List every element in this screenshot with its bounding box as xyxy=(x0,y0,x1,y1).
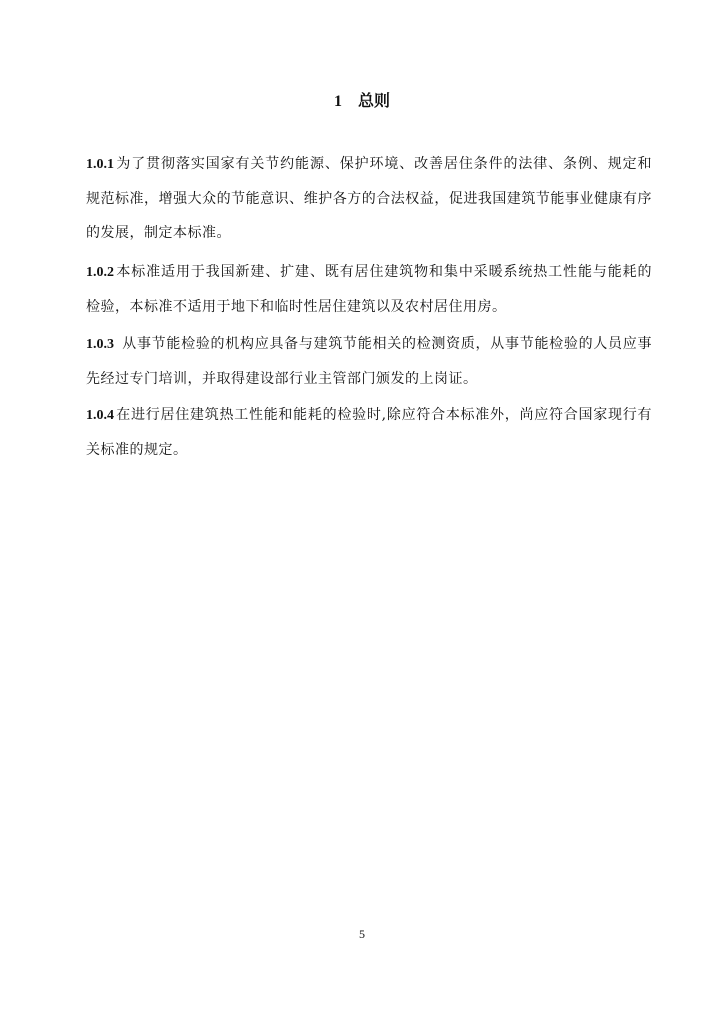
clause-text: 为了贯彻落实国家有关节约能源、保护环境、改善居住条件的法律、条例、规定和规范标准，增强大众的节能意识、维护各方的合法权益，促进我国建筑节能事业健康有序的发展，制定本标准。 xyxy=(86,156,652,241)
clause-number: 1.0.1 xyxy=(86,157,114,172)
clause-1-0-1 xyxy=(86,147,652,250)
clause-number: 1.0.3 xyxy=(86,337,114,352)
chapter-title-text: 总则 xyxy=(357,91,390,110)
clause-1-0-3 xyxy=(86,327,652,396)
clause-text: 在进行居住建筑热工性能和能耗的检验时,除应符合本标准外，尚应符合国家现行有关标准的规定。 xyxy=(86,407,652,458)
chapter-title xyxy=(0,88,724,111)
chapter-number: 1 xyxy=(333,93,342,110)
clause-number: 1.0.2 xyxy=(86,265,114,280)
clause-1-0-4 xyxy=(86,398,652,467)
page-number: 5 xyxy=(359,927,365,941)
clause-number: 1.0.4 xyxy=(86,408,114,423)
clause-1-0-2 xyxy=(86,255,652,324)
clause-text: 从事节能检验的机构应具备与建筑节能相关的检测资质，从事节能检验的人员应事先经过专门培训，并取得建设部行业主管部门颁发的上岗证。 xyxy=(86,336,652,387)
clause-text: 本标准适用于我国新建、扩建、既有居住建筑物和集中采暖系统热工性能与能耗的检验，本标准不适用于地下和临时性居住建筑以及农村居住用房。 xyxy=(86,264,652,315)
